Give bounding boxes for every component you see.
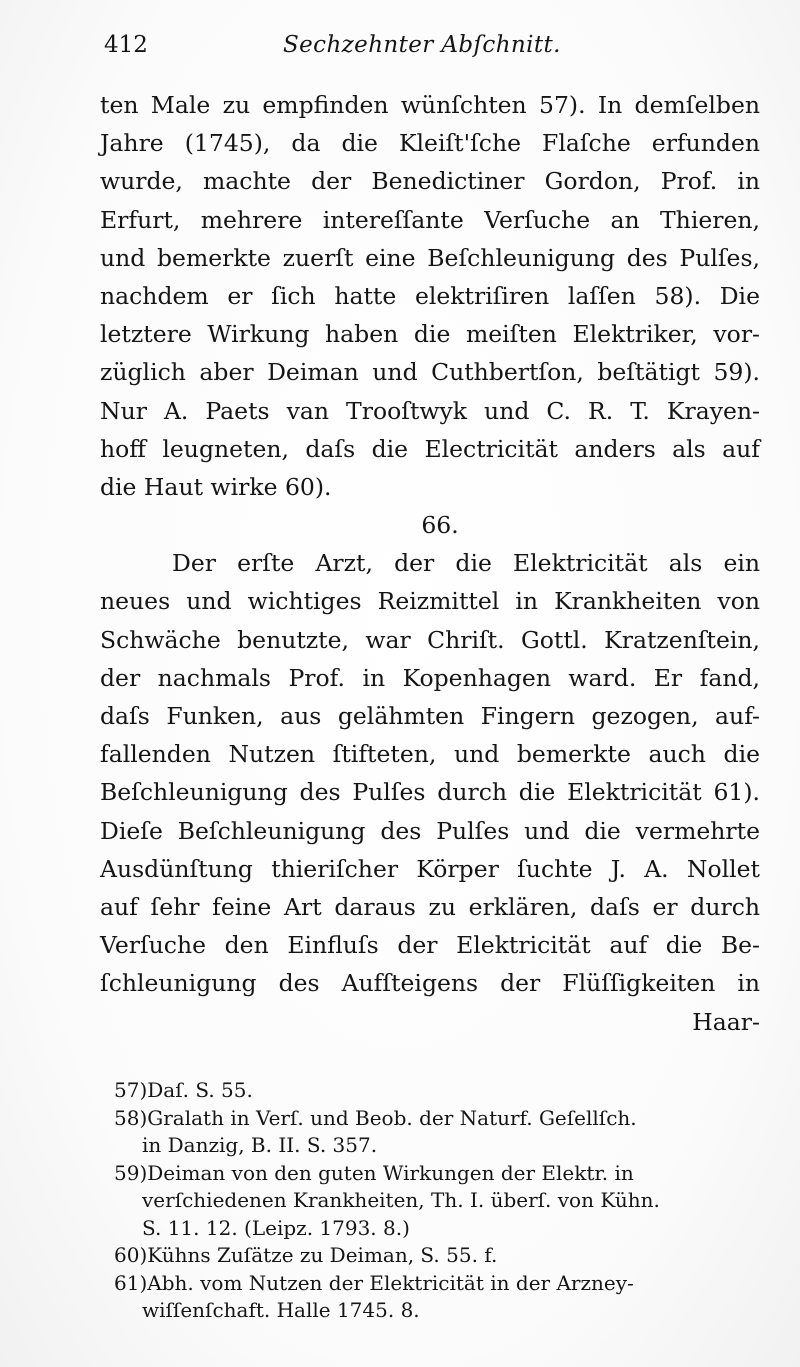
text-line: Ausdünſtung thieriſcher Körper ſuchte J. A. Nollet [100,854,760,883]
text-line: Jahre (1745), da die Kleiſt'ſche Flaſche erfunden [100,129,760,158]
text-line: letztere Wirkung haben die meiſten Elektriker, vor- [100,320,760,349]
text-line: fallenden Nutzen ſtifteten, und bemerkte auch die [100,740,760,769]
footnote [114,1270,758,1325]
footnote-mark: 59) [114,1160,148,1185]
text-line: Schwäche benutzte, war Chriſt. Gottl. Kratzenſtein, [100,625,760,654]
text-line: wurde, machte der Benedictiner Gordon, Prof. in [100,167,760,196]
main-text [100,86,760,1041]
footnote-text: S. 11. 12. (Leipz. 1793. 8.) [142,1215,410,1240]
text-line: die Haut wirke 60). [100,472,332,501]
footnote-text: Gralath in Verſ. und Beob. der Naturf. Geſellſch. [147,1105,637,1130]
text-line: Verſuche den Einfluſs der Elektricität auf die Be- [100,931,760,960]
text-line: ten Male zu empfinden wünſchten 57). In demſelben [100,91,760,119]
text-line: Erfurt, mehrere intereſſante Verſuche an Thieren, [100,205,760,234]
footnote-text: Kühns Zuſätze zu Deiman, S. 55. f. [147,1243,498,1267]
footnote-text: in Danzig, B. II. S. 357. [142,1133,378,1157]
text-line: daſs Funken, aus gelähmten Fingern gezogen, auf- [100,702,760,730]
running-title: Sechzehnter Abſchnitt. [283,32,561,58]
text-line: ſchleunigung des Aufſteigens der Flüſſigkeiten in [100,969,760,998]
text-line: auf ſehr feine Art daraus zu erklären, daſs er durch [100,892,760,921]
footnote-mark: 60) [114,1243,148,1267]
footnote-text: wiſſenſchaft. Halle 1745. 8. [142,1298,420,1322]
text-line: Der erſte Arzt, der die Elektricität als ein [172,549,760,578]
footnote-mark: 58) [114,1105,148,1130]
text-line: Dieſe Beſchleunigung des Pulſes und die vermehrte [100,816,760,845]
page-number: 412 [104,32,148,58]
footnote [114,1242,758,1270]
footnote [114,1160,758,1243]
section-number: 66. [421,511,459,540]
text-line: Nur A. Paets van Trooſtwyk und C. R. T. Krayen- [100,396,760,425]
text-line: nachdem er ſich hatte elektriſiren laſſen 58). Die [100,281,760,310]
footnote [114,1077,758,1105]
footnote-text: Abh. vom Nutzen der Elektricität in der Arzney- [147,1270,634,1295]
text-line: der nachmals Prof. in Kopenhagen ward. Er fand, [100,663,760,692]
text-line: neues und wichtiges Reizmittel in Krankheiten von [100,587,760,616]
footnote-mark: 57) [114,1078,148,1102]
footnotes [114,1077,758,1325]
footnote-text: verſchiedenen Krankheiten, Th. I. überſ. von Kühn. [142,1188,660,1212]
text-line: hoff leugneten, daſs die Electricität anders als auf [100,434,760,463]
page-header [96,24,760,64]
text-line: Beſchleunigung des Pulſes durch die Elektricität 61). [100,778,760,807]
text-line: und bemerkte zuerſt eine Beſchleunigung des Pulſes, [100,243,760,272]
footnote-text: Deiman von den guten Wirkungen der Elektr. in [147,1160,634,1185]
footnote-mark: 61) [114,1270,148,1295]
footnote-text: Daſ. S. 55. [147,1078,253,1102]
text-line: züglich aber Deiman und Cuthbertſon, beſtätigt 59). [100,358,760,387]
footnote [114,1105,758,1160]
catchword: Haar- [692,1007,760,1036]
